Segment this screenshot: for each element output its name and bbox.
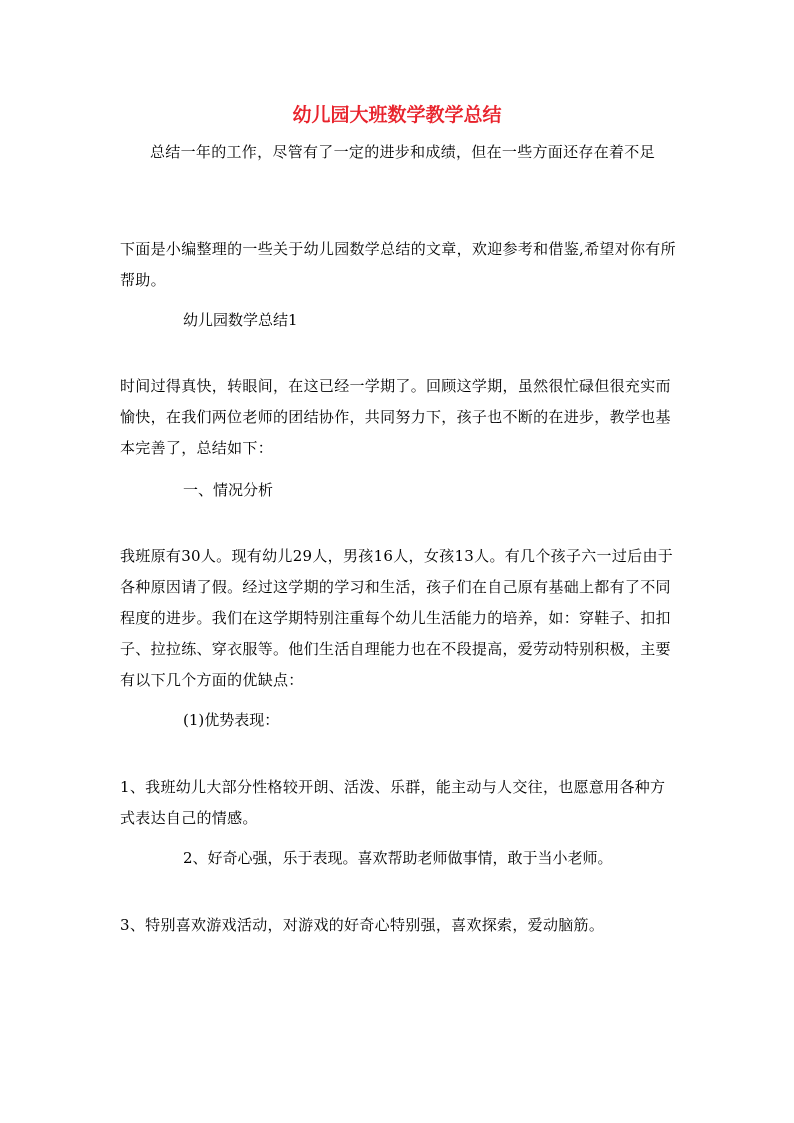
point-3-paragraph: 3、特别喜欢游戏活动，对游戏的好奇心特别强，喜欢探索，爱动脑筋。 [120, 916, 605, 934]
point-1-paragraph: 1、我班幼儿大部分性格较开朗、活泼、乐群，能主动与人交往，也愿意用各种方式表达自己的情感。 [120, 778, 666, 827]
opening-paragraph: 时间过得真快，转眼间，在这已经一学期了。回顾这学期，虽然很忙碌但很充实而愉快，在我们两位老师的团结协作，共同努力下，孩子也不断的在进步，教学也基本完善了，总结如下： [120, 377, 671, 457]
section-title: 幼儿园数学总结1 [183, 311, 298, 329]
document-title: 幼儿园大班数学教学总结 [292, 104, 502, 126]
heading-situation-analysis: 一、情况分析 [183, 481, 274, 499]
lead-paragraph: 下面是小编整理的一些关于幼儿园数学总结的文章，欢迎参考和借鉴,希望对你有所帮助。 [120, 240, 676, 289]
intro-paragraph: 总结一年的工作，尽管有了一定的进步和成绩，但在一些方面还存在着不足 [150, 143, 655, 161]
point-2-paragraph: 2、好奇心强，乐于表现。喜欢帮助老师做事情，敢于当小老师。 [183, 849, 613, 867]
sub-heading-strengths: (1)优势表现： [183, 711, 280, 729]
analysis-paragraph: 我班原有30人。现有幼儿29人，男孩16人，女孩13人。有几个孩子六一过后由于各种原因请了假。经过这学期的学习和生活，孩子们在自己原有基础上都有了不同程度的进步。我们在这学期特别注重每个幼儿生活能力的培养，如：穿鞋子、扣扣子、拉拉练、穿衣服等。他们生活自理能力也在不段提高，爱劳动特别积极，主要有以下几个方面的优缺点： [120, 547, 674, 689]
